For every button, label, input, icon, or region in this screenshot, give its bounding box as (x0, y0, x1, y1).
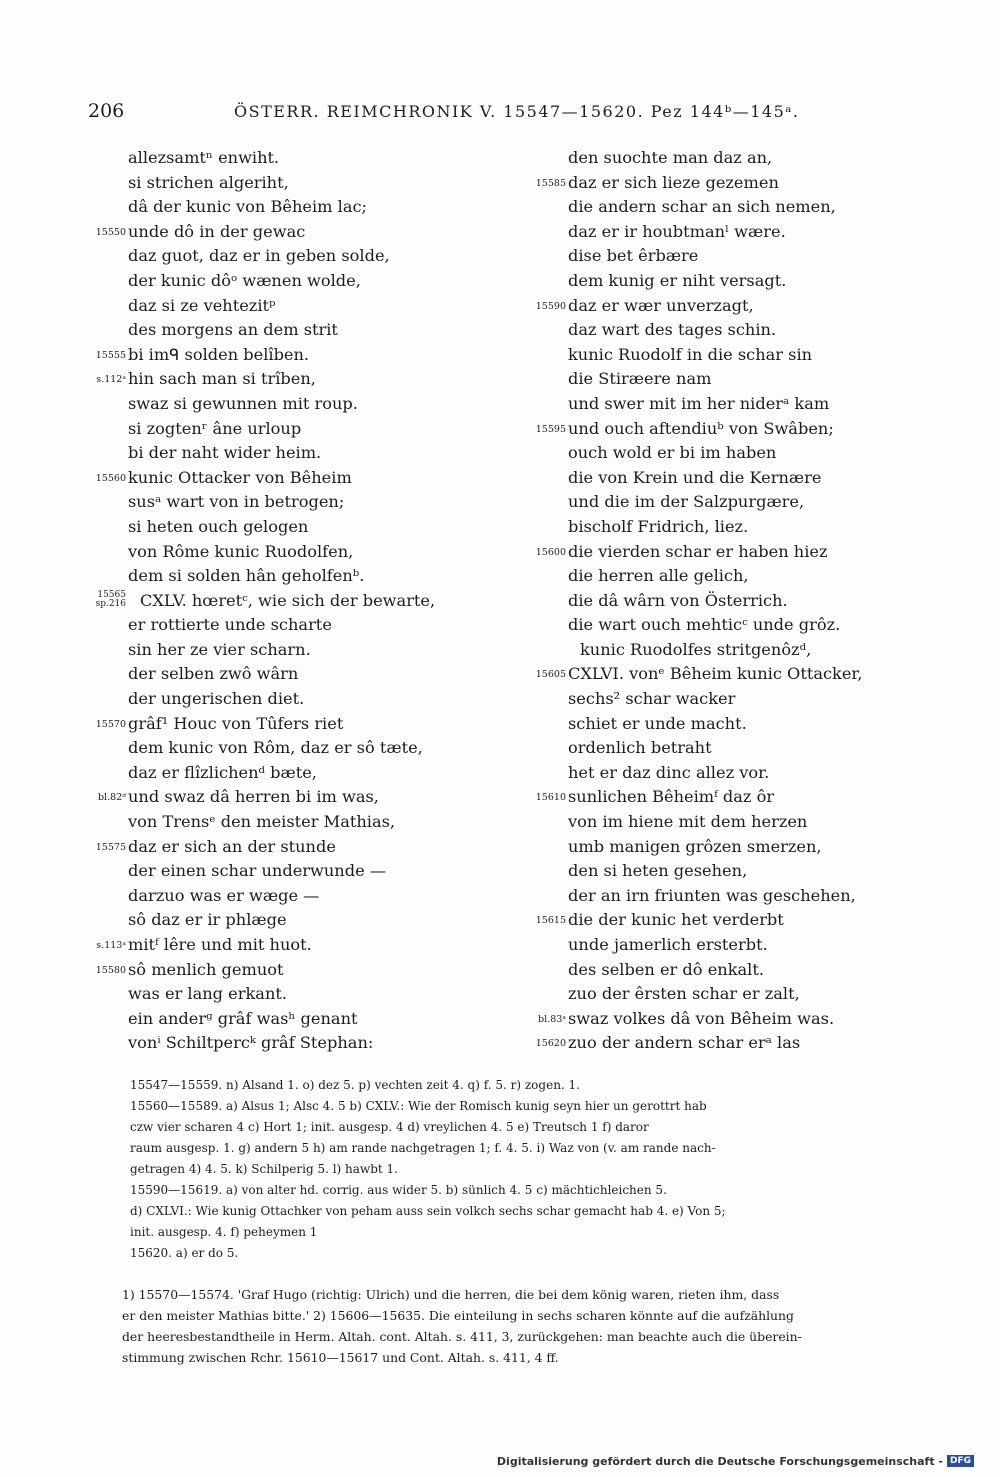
verse-line (522, 613, 942, 638)
verse-text: daz wart des tages schin. (568, 320, 777, 340)
verse-line (522, 564, 942, 589)
verse-text: ordenlich betraht (568, 738, 712, 758)
verse-text: zuo der êrsten schar er zalt, (568, 984, 800, 1004)
apparatus-line: getragen 4) 4. 5. k) Schilperig 5. l) hawbt 1. (130, 1162, 398, 1176)
verse-line (82, 195, 502, 220)
verse-text: daz er flîzlichenᵈ bæte, (128, 762, 317, 782)
verse-line (82, 958, 502, 983)
verse-text: swaz volkes dâ von Bêheim was. (568, 1008, 835, 1028)
line-number: 15585 (535, 177, 566, 189)
verse-text: si heten ouch gelogen (128, 516, 309, 536)
verse-text: dem si solden hân geholfenᵇ. (128, 566, 365, 586)
verse-text: bi der naht wider heim. (128, 443, 322, 463)
verse-line (522, 810, 942, 835)
verse-line (82, 1031, 502, 1056)
verse-text: daz guot, daz er in geben solde, (128, 246, 390, 266)
verse-line (522, 736, 942, 761)
verse-line (522, 392, 942, 417)
verse-line (82, 908, 502, 933)
verse-text: si strichen algeriht, (128, 172, 289, 192)
verse-line (82, 441, 502, 466)
verse-line (522, 835, 942, 860)
verse-text: daz er wær unverzagt, (568, 295, 754, 315)
verse-line (82, 466, 502, 491)
verse-text: den si heten gesehen, (568, 861, 748, 881)
verse-text: hin sach man si trîben, (128, 369, 316, 389)
verse-text: CXLVI. vonᵉ Bêheim kunic Ottacker, (568, 664, 863, 684)
line-number: 15610 (535, 792, 566, 804)
verse-text: die vierden schar er haben hiez (568, 541, 828, 561)
critical-apparatus (82, 1075, 942, 1264)
verse-text: CXLV. hœretᶜ, wie sich der bewarte, (140, 590, 436, 610)
verse-line (522, 515, 942, 540)
verse-text: der an irn friunten was geschehen, (568, 885, 856, 905)
verse-line (522, 884, 942, 909)
verse-line (522, 712, 942, 737)
verse-text: susᵃ wart von in betrogen; (128, 492, 345, 512)
verse-text: daz er sich lieze gezemen (568, 172, 779, 192)
line-number: 15575 (95, 841, 126, 853)
apparatus-line: czw vier scharen 4 c) Hort 1; init. ausgesp. 4 d) vreylichen 4. 5 e) Treutsch 1 f) daror (130, 1120, 649, 1134)
line-number: 15555 (95, 349, 126, 361)
line-number: s.113ᵃ (96, 940, 126, 951)
verse-line (82, 761, 502, 786)
verse-line (522, 982, 942, 1007)
verse-text: der selben zwô wârn (128, 664, 299, 684)
verse-text: die wart ouch mehticᶜ unde grôz. (568, 615, 841, 635)
line-number: s.112ᵃ (96, 374, 126, 386)
verse-line (82, 589, 502, 614)
footer-text: Digitalisierung gefördert durch die Deutsche Forschungsgemeinschaft - (496, 1454, 943, 1468)
verse-line (82, 318, 502, 343)
verse-text: die dâ wârn von Österrich. (568, 590, 788, 610)
apparatus-line: 15547—15559. n) Alsand 1. o) dez 5. p) vechten zeit 4. q) f. 5. r) zogen. 1. (130, 1078, 580, 1092)
verse-line (522, 343, 942, 368)
apparatus-line: raum ausgesp. 1. g) andern 5 h) am rande nachgetragen 1; f. 4. 5. i) Waz von (v. am rande nach- (130, 1141, 716, 1155)
verse-line (82, 343, 502, 368)
left-verse-column (82, 146, 502, 1056)
verse-line (82, 835, 502, 860)
verse-line (522, 466, 942, 491)
verse-line (522, 933, 942, 958)
verse-text: si zogtenʳ âne urloup (128, 418, 302, 438)
verse-line (522, 490, 942, 515)
verse-line (522, 589, 942, 614)
verse-line (82, 933, 502, 958)
dfg-logo-icon: DFG (947, 1455, 974, 1467)
verse-text: ouch wold er bi im haben (568, 443, 777, 463)
verse-text: die herren alle gelich, (568, 566, 749, 586)
verse-line (522, 761, 942, 786)
footnotes (82, 1284, 942, 1368)
verse-text: zuo der andern schar erᵃ las (568, 1033, 801, 1053)
line-number: 15550 (95, 226, 126, 238)
verse-line (82, 540, 502, 565)
right-verse-column (522, 146, 942, 1056)
verse-text: sunlichen Bêheimᶠ daz ôr (568, 787, 775, 807)
verse-text: von Rôme kunic Ruodolfen, (128, 541, 354, 561)
verse-line (522, 540, 942, 565)
line-number: 15605 (535, 669, 566, 681)
line-number: 15565 sp.216 (95, 589, 126, 609)
verse-line (82, 859, 502, 884)
verse-text: und swer mit im her niderᵃ kam (568, 393, 830, 413)
verse-text: daz er sich an der stunde (128, 836, 336, 856)
verse-line (82, 662, 502, 687)
verse-text: die von Krein und die Kernære (568, 467, 822, 487)
verse-line (82, 417, 502, 442)
verse-text: und die im der Salzpurgære, (568, 492, 805, 512)
verse-line (82, 810, 502, 835)
verse-line (82, 367, 502, 392)
line-number: 15580 (95, 964, 126, 976)
verse-text: kunic Ottacker von Bêheim (128, 467, 352, 487)
verse-line (82, 392, 502, 417)
verse-text: des morgens an dem strit (128, 320, 338, 340)
verse-line (522, 958, 942, 983)
verse-line (82, 171, 502, 196)
line-number: 15600 (535, 546, 566, 558)
verse-line (522, 269, 942, 294)
line-number: 15590 (535, 300, 566, 312)
verse-line (82, 785, 502, 810)
verse-text: dem kunic von Rôm, daz er sô tæte, (128, 738, 423, 758)
verse-text: umb manigen grôzen smerzen, (568, 836, 822, 856)
verse-text: sin her ze vier scharn. (128, 639, 311, 659)
verse-text: was er lang erkant. (128, 984, 288, 1004)
verse-text: grâf¹ Houc von Tûfers riet (128, 713, 344, 733)
apparatus-line: 15560—15589. a) Alsus 1; Alsc 4. 5 b) CXLV.: Wie der Romisch kunig seyn hier un gerottrt hab (130, 1099, 707, 1113)
verse-text: die der kunic het verderbt (568, 910, 784, 930)
verse-line (82, 294, 502, 319)
verse-line (82, 515, 502, 540)
apparatus-line: init. ausgesp. 4. f) peheymen 1 (130, 1225, 318, 1239)
verse-text: sechs² schar wacker (568, 689, 736, 709)
verse-line (82, 269, 502, 294)
verse-text: bi imᑫ solden belîben. (128, 344, 310, 364)
verse-text: der einen schar underwunde — (128, 861, 387, 881)
dfg-footer (497, 1452, 974, 1470)
verse-text: allezsamtⁿ enwiht. (128, 148, 280, 167)
verse-line (82, 982, 502, 1007)
verse-line (82, 564, 502, 589)
verse-line (522, 859, 942, 884)
verse-text: swaz si gewunnen mit roup. (128, 393, 358, 413)
verse-line (82, 244, 502, 269)
verse-text: von Trensᵉ den meister Mathias, (128, 812, 396, 832)
running-title: ÖSTERR. REIMCHRONIK V. 15547—15620. Pez 144ᵇ—145ᵃ. (234, 102, 800, 121)
verse-text: und swaz dâ herren bi im was, (128, 787, 379, 807)
verse-line (82, 687, 502, 712)
verse-line (522, 1007, 942, 1032)
verse-text: sô daz er ir phlæge (128, 910, 287, 930)
verse-line (82, 1007, 502, 1032)
line-number: 15595 (535, 423, 566, 435)
verse-text: het er daz dinc allez vor. (568, 762, 770, 782)
verse-text: dâ der kunic von Bêheim lac; (128, 197, 367, 217)
verse-text: kunic Ruodolf in die schar sin (568, 344, 813, 364)
verse-text: der ungerischen diet. (128, 689, 305, 709)
verse-text: kunic Ruodolfes stritgenôzᵈ, (580, 639, 812, 659)
verse-text: bischolf Fridrich, liez. (568, 516, 749, 536)
line-number: 15615 (535, 915, 566, 927)
apparatus-line: 15620. a) er do 5. (130, 1246, 239, 1260)
verse-line (522, 662, 942, 687)
verse-line (522, 244, 942, 269)
verse-text: ein anderᵍ grâf wasʰ genant (128, 1008, 358, 1028)
verse-line (522, 367, 942, 392)
verse-text: dem kunig er niht versagt. (568, 270, 787, 290)
verse-line (82, 613, 502, 638)
verse-line (82, 220, 502, 245)
verse-line (82, 736, 502, 761)
line-number: 15570 (95, 718, 126, 730)
footnote-line: stimmung zwischen Rchr. 15610—15617 und Cont. Altah. s. 411, 4 ff. (122, 1350, 559, 1365)
page-number: 206 (88, 100, 125, 122)
footnote-line: der heeresbestandtheile in Herm. Altah. cont. Altah. s. 411, 3, zurückgehen: man beachte auch die überein- (122, 1329, 802, 1344)
verse-text: darzuo was er wæge — (128, 885, 320, 905)
footnote-line: er den meister Mathias bitte.' 2) 15606—15635. Die einteilung in sechs scharen könnte auf die aufzählung (122, 1308, 794, 1323)
verse-line (522, 417, 942, 442)
verse-line (522, 146, 942, 171)
verse-line (522, 1031, 942, 1056)
verse-line (82, 884, 502, 909)
verse-text: der kunic dôᵒ wænen wolde, (128, 270, 361, 290)
verse-line (82, 638, 502, 663)
verse-line (522, 785, 942, 810)
line-number: 15620 (535, 1038, 566, 1050)
line-number: bl.82ᵈ (97, 792, 126, 804)
verse-text: er rottierte unde scharte (128, 615, 332, 635)
verse-text: sô menlich gemuot (128, 959, 284, 979)
apparatus-line: 15590—15619. a) von alter hd. corrig. aus wider 5. b) sünlich 4. 5 c) mächtichleichen 5. (130, 1183, 667, 1197)
verse-line (522, 318, 942, 343)
verse-text: dise bet êrbære (568, 246, 699, 266)
verse-line (522, 441, 942, 466)
verse-text: die andern schar an sich nemen, (568, 197, 836, 217)
apparatus-line: d) CXLVI.: Wie kunig Ottachker von peham auss sein volkch sechs schar gemacht hab 4. e) Von 5; (130, 1204, 726, 1218)
line-number: bl.83ᵃ (538, 1013, 566, 1025)
verse-line (522, 908, 942, 933)
verse-line (522, 220, 942, 245)
verse-line (82, 146, 502, 171)
verse-line (522, 171, 942, 196)
verse-text: von im hiene mit dem herzen (568, 812, 808, 832)
verse-text: mitᶠ lêre und mit huot. (128, 935, 312, 954)
verse-line (522, 638, 942, 663)
footnote-line: 1) 15570—15574. 'Graf Hugo (richtig: Ulrich) und die herren, die bei dem könig waren, rieten ihm, dass (122, 1287, 780, 1302)
verse-text: des selben er dô enkalt. (568, 959, 764, 979)
verse-text: und ouch aftendiuᵇ von Swâben; (568, 418, 834, 438)
verse-line (522, 687, 942, 712)
verse-line (82, 490, 502, 515)
verse-text: unde dô in der gewac (128, 221, 306, 241)
verse-text: den suochte man daz an, (568, 148, 773, 167)
verse-text: die Stiræere nam (568, 369, 712, 389)
page-header (88, 100, 828, 124)
line-number: 15560 (95, 472, 126, 484)
verse-line (522, 195, 942, 220)
verse-text: schiet er unde macht. (568, 713, 747, 733)
verse-line (522, 294, 942, 319)
verse-text: daz er ir houbtmanˡ wære. (568, 221, 786, 241)
verse-text: vonⁱ Schiltpercᵏ grâf Stephan: (128, 1033, 374, 1053)
verse-text: daz si ze vehtezitᵖ (128, 295, 276, 315)
verse-line (82, 712, 502, 737)
verse-text: unde jamerlich ersterbt. (568, 935, 768, 954)
